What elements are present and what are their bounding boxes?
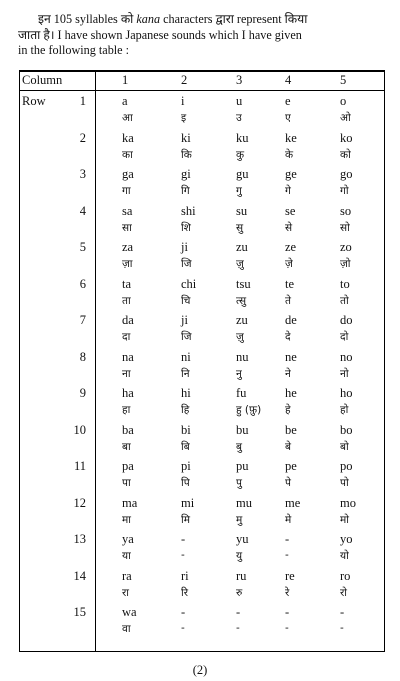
table-row — [20, 273, 384, 309]
romaji-text: u — [236, 94, 243, 108]
intro-text: इन 105 syllables को — [38, 12, 137, 26]
intro-emphasis: kana — [136, 12, 161, 26]
devanagari-text: हा — [122, 404, 131, 416]
romaji-text: ji — [181, 313, 188, 327]
romaji-text: yo — [340, 532, 353, 546]
devanagari-text: बा — [122, 440, 131, 453]
romaji-text: ha — [122, 386, 134, 400]
intro-line-2: जाता है। I have shown Japanese sounds which I have given — [18, 27, 302, 42]
column-header-label: Column — [22, 73, 63, 87]
romaji-text: de — [285, 313, 297, 327]
row-number: 9 — [79, 386, 86, 400]
devanagari-text: तो — [340, 294, 349, 307]
row-number: 11 — [73, 459, 86, 473]
devanagari-text: को — [340, 148, 351, 161]
devanagari-text: ने — [285, 367, 291, 380]
romaji-text: chi — [181, 276, 197, 291]
romaji-text: po — [340, 459, 353, 473]
devanagari-text: गे — [285, 185, 291, 197]
devanagari-text: मो — [340, 513, 349, 526]
romaji-text: ri — [181, 568, 189, 583]
table-row — [20, 236, 384, 272]
table-row — [20, 309, 384, 345]
romaji-text: ji — [181, 240, 188, 254]
table-row — [20, 419, 384, 455]
devanagari-text: ज़ु — [236, 258, 244, 270]
devanagari-text: गु — [236, 185, 242, 197]
romaji-text: na — [122, 349, 134, 364]
devanagari-text: चि — [181, 294, 191, 307]
devanagari-text: बे — [285, 440, 291, 453]
row-number: 10 — [73, 422, 86, 437]
romaji-text: do — [340, 313, 353, 327]
column-header: 1 — [122, 73, 129, 87]
romaji-text: - — [181, 532, 186, 546]
devanagari-text: बो — [340, 440, 349, 453]
devanagari-text: से — [285, 221, 293, 234]
row-number: 14 — [73, 568, 86, 583]
romaji-text: - — [236, 605, 241, 619]
devanagari-text: ते — [285, 294, 291, 307]
devanagari-text: - — [285, 622, 289, 634]
romaji-text: ma — [122, 495, 138, 510]
devanagari-text: हु (फ़ु) — [236, 404, 262, 416]
romaji-text: da — [122, 313, 134, 327]
romaji-text: he — [285, 386, 297, 400]
devanagari-text: - — [181, 622, 185, 634]
column-header: 2 — [181, 73, 188, 87]
devanagari-text: हि — [181, 404, 190, 416]
romaji-text: ta — [122, 276, 132, 291]
devanagari-text: वा — [122, 623, 131, 635]
romaji-text: shi — [181, 203, 196, 218]
devanagari-text: रे — [285, 586, 290, 599]
column-header: 3 — [236, 73, 243, 87]
devanagari-text: आ — [122, 112, 133, 124]
devanagari-text: त्सु — [236, 294, 247, 307]
row-number: 7 — [79, 313, 86, 327]
romaji-text: ge — [285, 167, 297, 181]
devanagari-text: उ — [236, 112, 242, 124]
romaji-text: ru — [236, 568, 247, 583]
table-row — [20, 601, 384, 637]
devanagari-text: बि — [181, 440, 190, 453]
table-row — [20, 346, 384, 382]
romaji-text: so — [340, 203, 352, 218]
romaji-text: ki — [181, 130, 191, 145]
romaji-text: - — [181, 605, 186, 619]
romaji-text: re — [285, 568, 295, 583]
romaji-text: gu — [236, 167, 249, 181]
devanagari-text: पु — [236, 477, 242, 489]
devanagari-text: पो — [340, 477, 349, 489]
row-number: 3 — [79, 167, 86, 181]
devanagari-text: नि — [181, 367, 190, 380]
intro-line-3: in the following table : — [18, 43, 130, 57]
romaji-text: ko — [340, 130, 353, 145]
devanagari-text: नो — [340, 367, 349, 380]
devanagari-text: कि — [181, 148, 192, 161]
romaji-text: no — [340, 349, 353, 364]
romaji-text: fu — [236, 386, 247, 400]
romaji-text: bo — [340, 422, 353, 437]
devanagari-text: रु — [236, 586, 243, 599]
romaji-text: pe — [285, 459, 297, 473]
row-number: 6 — [79, 276, 86, 291]
devanagari-text: कु — [236, 148, 245, 161]
romaji-text: ra — [122, 568, 132, 583]
intro-paragraph — [18, 12, 386, 59]
romaji-text: ba — [122, 422, 134, 437]
row-number: 1 — [79, 94, 86, 108]
table-row — [20, 163, 384, 199]
devanagari-text: ओ — [340, 112, 351, 124]
devanagari-text: पि — [181, 477, 190, 489]
table-row — [20, 455, 384, 491]
devanagari-text: - — [340, 622, 344, 634]
devanagari-text: गो — [340, 185, 349, 197]
row-number: 2 — [79, 130, 86, 145]
devanagari-text: गि — [181, 185, 190, 197]
devanagari-text: मा — [122, 513, 131, 526]
column-header: 4 — [285, 73, 292, 87]
devanagari-text: मे — [285, 513, 292, 526]
romaji-text: go — [340, 167, 353, 181]
table-header — [20, 70, 384, 91]
romaji-text: bu — [236, 422, 249, 437]
romaji-text: - — [285, 532, 290, 546]
devanagari-text: ज़े — [285, 258, 293, 270]
devanagari-text: ज़ा — [122, 258, 133, 270]
devanagari-text: यु — [236, 550, 243, 562]
intro-line-1 — [18, 12, 386, 28]
romaji-text: e — [285, 94, 291, 108]
romaji-text: ho — [340, 386, 353, 400]
devanagari-text: जि — [181, 331, 192, 343]
romaji-text: mi — [181, 495, 195, 510]
table-row — [20, 200, 384, 236]
romaji-text: gi — [181, 167, 191, 181]
romaji-text: sa — [122, 203, 133, 218]
romaji-text: hi — [181, 386, 191, 400]
romaji-text: za — [122, 240, 134, 254]
romaji-text: i — [181, 94, 185, 108]
devanagari-text: शि — [181, 221, 191, 234]
romaji-text: ke — [285, 130, 297, 145]
table-row — [20, 127, 384, 163]
devanagari-text: दा — [122, 331, 131, 343]
romaji-text: ze — [285, 240, 297, 254]
row-number: 12 — [73, 495, 86, 510]
devanagari-text: - — [236, 622, 240, 634]
table-row — [20, 565, 384, 601]
table-row — [20, 528, 384, 564]
romaji-text: ya — [122, 532, 134, 546]
romaji-text: zu — [236, 240, 248, 254]
devanagari-text: या — [122, 550, 131, 562]
romaji-text: nu — [236, 349, 249, 364]
romaji-text: wa — [122, 605, 137, 619]
devanagari-text: ज़ु — [236, 331, 244, 343]
romaji-text: - — [285, 605, 290, 619]
romaji-text: me — [285, 495, 301, 510]
devanagari-text: सो — [340, 221, 350, 234]
romaji-text: ni — [181, 349, 191, 364]
romaji-text: bi — [181, 422, 191, 437]
romaji-text: ku — [236, 130, 249, 145]
table-row — [20, 382, 384, 418]
romaji-text: pu — [236, 459, 249, 473]
romaji-text: ga — [122, 167, 134, 181]
romaji-text: to — [340, 276, 350, 291]
romaji-text: o — [340, 94, 347, 108]
romaji-text: se — [285, 203, 296, 218]
devanagari-text: इ — [181, 112, 187, 124]
devanagari-text: पे — [285, 477, 291, 489]
row-number: 15 — [73, 605, 86, 619]
romaji-text: ro — [340, 568, 351, 583]
romaji-text: yu — [236, 532, 249, 546]
devanagari-text: के — [285, 148, 294, 161]
devanagari-text: नु — [236, 367, 242, 380]
intro-text: characters द्वारा represent किया — [160, 12, 308, 26]
devanagari-text: पा — [122, 477, 131, 489]
romaji-text: - — [340, 605, 345, 619]
romaji-text: pi — [181, 459, 191, 473]
devanagari-text: ए — [285, 112, 291, 124]
devanagari-text: सु — [236, 221, 244, 234]
devanagari-text: दो — [340, 331, 349, 343]
romaji-text: be — [285, 422, 297, 437]
devanagari-text: - — [181, 549, 185, 561]
devanagari-text: मि — [181, 513, 190, 526]
table-row — [20, 90, 384, 126]
table-row — [20, 492, 384, 528]
page-number: (2) — [192, 663, 208, 677]
row-number: 13 — [73, 532, 86, 546]
devanagari-text: दे — [285, 331, 291, 343]
romaji-text: te — [285, 276, 295, 291]
romaji-text: mu — [236, 495, 252, 510]
romaji-text: zo — [340, 240, 352, 254]
devanagari-text: हो — [340, 404, 349, 416]
romaji-text: mo — [340, 495, 356, 510]
devanagari-text: हे — [285, 404, 291, 416]
row-number: 8 — [79, 349, 86, 364]
column-header: 5 — [340, 73, 347, 87]
row-number: 4 — [79, 203, 86, 218]
romaji-text: su — [236, 203, 248, 218]
devanagari-text: ना — [122, 367, 131, 380]
romaji-text: ne — [285, 349, 297, 364]
row-label: Row — [22, 94, 46, 108]
romaji-text: pa — [122, 459, 134, 473]
devanagari-text: ज़ो — [340, 258, 351, 270]
romaji-text: ka — [122, 130, 134, 145]
romaji-text: zu — [236, 313, 248, 327]
devanagari-text: रो — [340, 586, 348, 599]
row-number: 5 — [79, 240, 86, 254]
devanagari-text: का — [122, 148, 133, 161]
devanagari-text: ता — [122, 294, 131, 307]
devanagari-text: सा — [122, 221, 132, 234]
devanagari-text: मु — [236, 513, 243, 526]
syllable-table — [19, 70, 385, 652]
devanagari-text: बु — [236, 440, 242, 453]
devanagari-text: जि — [181, 258, 192, 270]
devanagari-text: गा — [122, 185, 131, 197]
devanagari-text: रि — [181, 586, 189, 599]
devanagari-text: रा — [122, 586, 130, 599]
romaji-text: tsu — [236, 276, 251, 291]
devanagari-text: यो — [340, 550, 349, 562]
devanagari-text: - — [285, 549, 289, 561]
romaji-text: a — [122, 94, 128, 108]
